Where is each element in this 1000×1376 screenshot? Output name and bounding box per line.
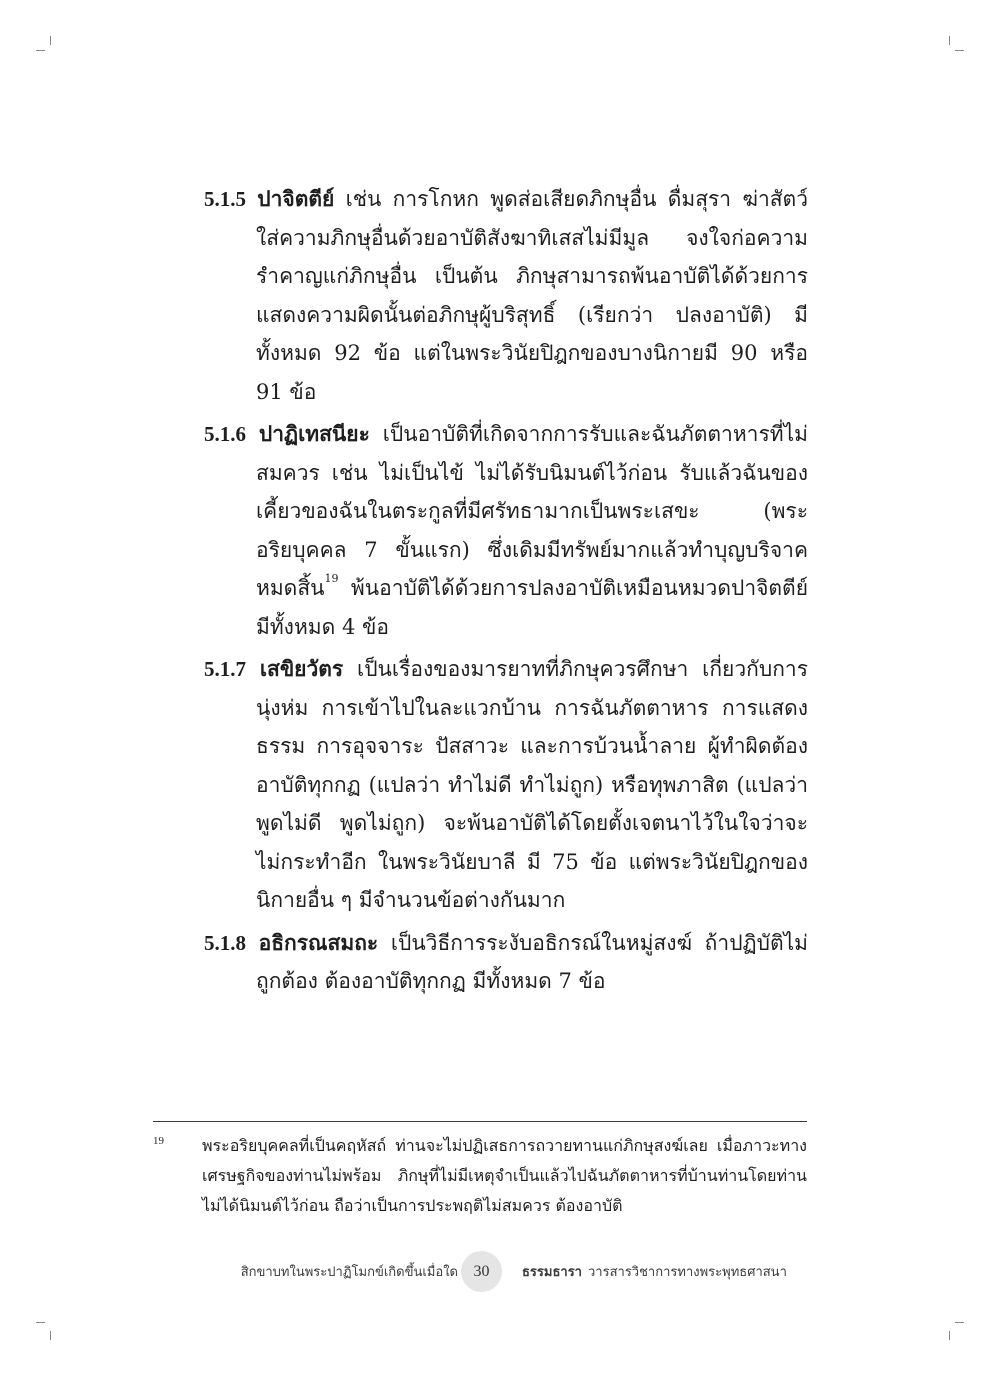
section-number: 5.1.7 xyxy=(204,657,246,681)
footnote-divider xyxy=(153,1121,807,1122)
crop-mark xyxy=(50,1331,51,1340)
page-footer xyxy=(0,1251,1000,1293)
journal-name: ธรรมธารา xyxy=(522,1265,582,1280)
footnote-ref[interactable]: 19 xyxy=(324,572,339,585)
section-text-after: พ้นอาบัติได้ด้วยการปลงอาบัติเหมือนหมวดปาจิตตีย์ มีทั้งหมด 4 ข้อ xyxy=(256,576,808,639)
footnote xyxy=(153,1131,807,1221)
section-text: เช่น การโกหก พูดส่อเสียดภิกษุอื่น ดื่มสุรา ฆ่าสัตว์ ใส่ความภิกษุอื่นด้วยอาบัติสังฆาทิเสสไม่มีมูล จงใจก่อความรำคาญแก่ภิกษุอื่น เป็นต้น ภิกษุสามารถพ้นอาบัติได้ด้วยการแสดงความผิดนั้นต่อภิกษุผู้บริสุทธิ์ (เรียกว่า ปลงอาบัติ) มีทั้งหมด 92 ข้อ แต่ในพระวินัยปิฎกของบางนิกายมี 90 หรือ 91 ข้อ xyxy=(256,187,808,404)
running-title: สิกขาบทในพระปาฏิโมกข์เกิดขึ้นเมื่อใด xyxy=(240,1265,458,1280)
crop-mark xyxy=(949,36,950,45)
journal-info xyxy=(522,1261,787,1282)
journal-subtitle: วารสารวิชาการทางพระพุทธศาสนา xyxy=(588,1265,787,1280)
page-number-text: 30 xyxy=(473,1262,490,1280)
section-text: เป็นเรื่องของมารยาทที่ภิกษุควรศึกษา เกี่ยวกับการนุ่งห่ม การเข้าไปในละแวกบ้าน การฉันภัตตาหาร การแสดงธรรม การอุจจาระ ปัสสาวะ และการบ้วนน้ำลาย ผู้ทำผิดต้องอาบัติทุกกฏ (แปลว่า ทำไม่ดี ทำไม่ถูก) หรือทุพภาสิต (แปลว่า พูดไม่ดี พูดไม่ถูก) จะพ้นอาบัติได้โดยตั้งเจตนาไว้ในใจว่าจะไม่กระทำอีก ในพระวินัยบาลี มี 75 ข้อ แต่พระวินัยปิฎกของนิกายอื่น ๆ มีจำนวนข้อต่างกันมาก xyxy=(256,657,808,912)
section-5-1-5 xyxy=(204,180,808,411)
section-term: อธิกรณสมถะ xyxy=(258,929,379,955)
section-5-1-8 xyxy=(204,924,808,1001)
section-term: ปาจิตตีย์ xyxy=(257,186,335,211)
page-number xyxy=(461,1251,502,1292)
crop-mark xyxy=(955,50,964,51)
footnote-number: 19 xyxy=(153,1135,164,1147)
section-text: เป็นอาบัติที่เกิดจากการรับและฉันภัตตาหารที่ไม่สมควร เช่น ไม่เป็นไข้ ไม่ได้รับนิมนต์ไว้ก่อน รับแล้วฉันของเคี้ยวของฉันในตระกูลที่มีศรัทธามากเป็นพระเสขะ (พระอริยบุคคล 7 ขั้นแรก) ซึ่งเดิมมีทรัพย์มากแล้วทำบุญบริจาคหมดสิ้น xyxy=(256,422,808,600)
crop-mark xyxy=(949,1331,950,1340)
crop-mark xyxy=(50,36,51,45)
section-5-1-6 xyxy=(204,415,808,646)
crop-mark xyxy=(955,1322,964,1323)
main-content xyxy=(204,180,808,1005)
section-5-1-7 xyxy=(204,650,808,920)
footnote-text: พระอริยบุคคลที่เป็นคฤหัสถ์ ท่านจะไม่ปฏิเสธการถวายทานแก่ภิกษุสงฆ์เลย เมื่อภาวะทางเศรษฐกิจของท่านไม่พร้อม ภิกษุที่ไม่มีเหตุจำเป็นแล้วไปฉันภัตตาหารที่บ้านท่านโดยท่านไม่ได้นิมนต์ไว้ก่อน ถือว่าเป็นการประพฤติไม่สมควร ต้องอาบัติ xyxy=(202,1136,807,1215)
section-number: 5.1.6 xyxy=(204,422,246,446)
section-term: ปาฏิเทสนียะ xyxy=(258,421,370,446)
section-text: เป็นวิธีการระงับอธิกรณ์ในหมู่สงฆ์ ถ้าปฏิบัติไม่ถูกต้อง ต้องอาบัติทุกกฏ มีทั้งหมด 7 ข้อ xyxy=(256,930,808,993)
section-number: 5.1.5 xyxy=(204,187,246,211)
crop-mark xyxy=(36,1322,45,1323)
section-number: 5.1.8 xyxy=(204,930,246,955)
section-term: เสขิยวัตร xyxy=(259,656,344,681)
crop-mark xyxy=(36,50,45,51)
